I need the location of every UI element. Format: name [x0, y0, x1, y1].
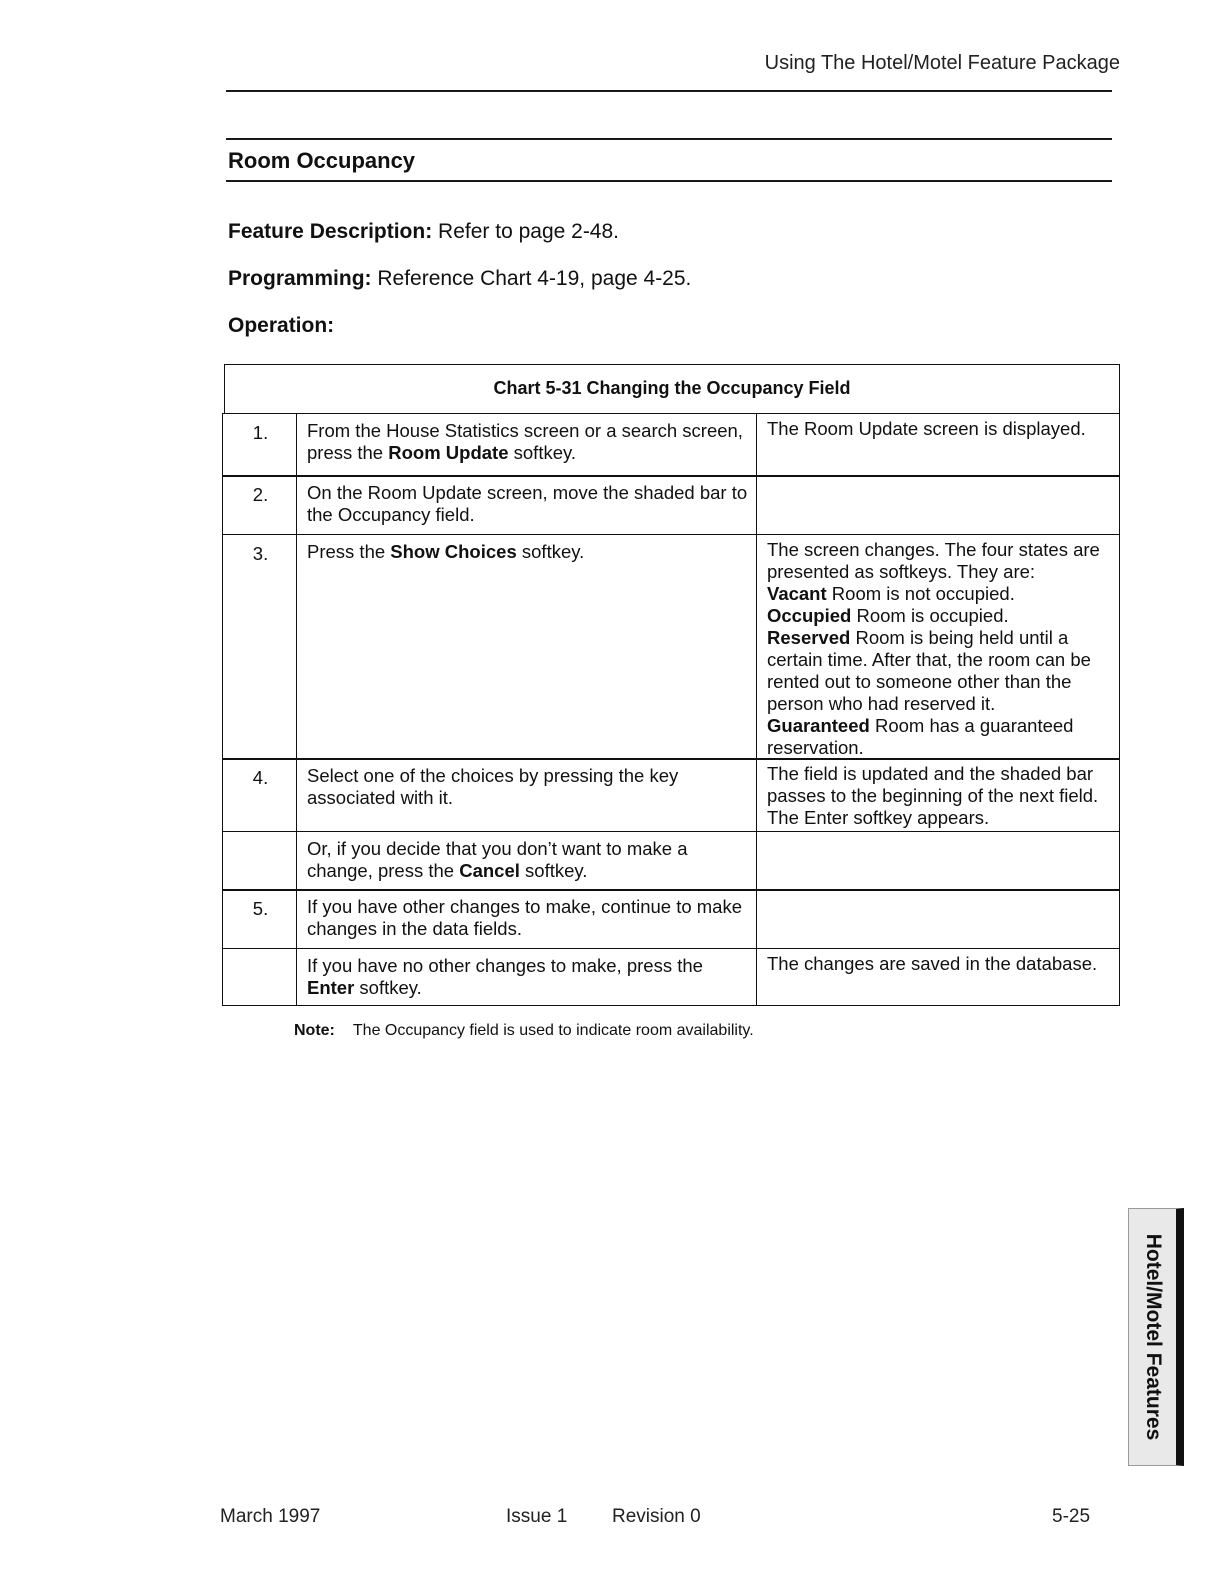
- steps-table: [222, 414, 1120, 1006]
- state-vacant: Vacant Room is not occupied.: [767, 582, 1015, 604]
- step-action: If you have no other changes to make, press the Enter softkey.: [297, 949, 757, 1005]
- table-row: [222, 475, 1120, 535]
- table-row: [222, 534, 1120, 760]
- running-header: Using The Hotel/Motel Feature Package: [764, 52, 1120, 74]
- state-guaranteed: Guaranteed Room has a guaranteed reservation.: [767, 714, 1074, 758]
- step-action: Press the Show Choices softkey.: [297, 535, 757, 763]
- step-action: Or, if you decide that you don’t want to make a change, press the Cancel softkey.: [297, 832, 757, 890]
- step-result: [757, 535, 1121, 763]
- table-row: [222, 758, 1120, 832]
- step-number: 1.: [223, 414, 297, 476]
- table-row: [222, 413, 1120, 477]
- step-number: [223, 949, 297, 1005]
- step-result: [757, 476, 1121, 534]
- step-result: The field is updated and the shaded bar passes to the beginning of the next field. The Enter softkey appears.: [767, 763, 1099, 828]
- programming-label: Programming:: [228, 267, 372, 290]
- programming: [228, 267, 691, 291]
- step-number: 5.: [223, 890, 297, 948]
- section-title: Room Occupancy: [228, 148, 416, 173]
- step-action: From the House Statistics screen or a search screen, press the Room Update softkey.: [297, 414, 757, 476]
- step-number: 4.: [223, 759, 297, 833]
- state-reserved: Reserved Room is being held until a certain time. After that, the room can be rented out to someone other than the person who had reserved it.: [767, 626, 1091, 714]
- step-action: Select one of the choices by pressing the key associated with it.: [297, 759, 757, 833]
- note: [294, 1022, 754, 1040]
- section-top-rule: [226, 138, 1112, 140]
- step-number: [223, 832, 297, 890]
- footer-date: March 1997: [220, 1506, 321, 1527]
- feature-description-text: Refer to page 2-48.: [432, 220, 620, 243]
- step-number: 3.: [223, 535, 297, 763]
- step-number: 2.: [223, 476, 297, 534]
- footer-page-number: 5-25: [1052, 1506, 1091, 1527]
- side-tab-label: Hotel/Motel Features: [1141, 1233, 1165, 1441]
- table-row: [222, 889, 1120, 949]
- note-label: Note:: [294, 1022, 335, 1039]
- chart-title: Chart 5-31 Changing the Occupancy Field: [493, 378, 851, 398]
- operation-label: Operation:: [228, 314, 335, 337]
- programming-text: Reference Chart 4-19, page 4-25.: [371, 267, 692, 290]
- step-result: [757, 890, 1121, 948]
- state-occupied: Occupied Room is occupied.: [767, 604, 1009, 626]
- table-row: [222, 831, 1120, 891]
- feature-description-label: Feature Description:: [228, 220, 433, 243]
- header-rule: [226, 90, 1112, 92]
- result-intro: The screen changes. The four states are presented as softkeys. They are:: [767, 538, 1100, 582]
- step-action: If you have other changes to make, continue to make changes in the data fields.: [297, 890, 757, 948]
- table-row: [222, 948, 1120, 1006]
- footer-issue: Issue 1: [506, 1506, 568, 1527]
- note-text: The Occupancy field is used to indicate room availability.: [352, 1022, 754, 1039]
- step-result: [757, 832, 1121, 890]
- step-result: The Room Update screen is displayed.: [767, 417, 1086, 439]
- step-action: On the Room Update screen, move the shaded bar to the Occupancy field.: [297, 476, 757, 534]
- section-thumb-tab: [1128, 1208, 1184, 1466]
- footer-revision: Revision 0: [612, 1506, 701, 1527]
- operation: [228, 314, 334, 338]
- section-bottom-rule: [226, 180, 1112, 182]
- feature-description: [228, 220, 619, 244]
- step-result: The changes are saved in the database.: [767, 952, 1098, 974]
